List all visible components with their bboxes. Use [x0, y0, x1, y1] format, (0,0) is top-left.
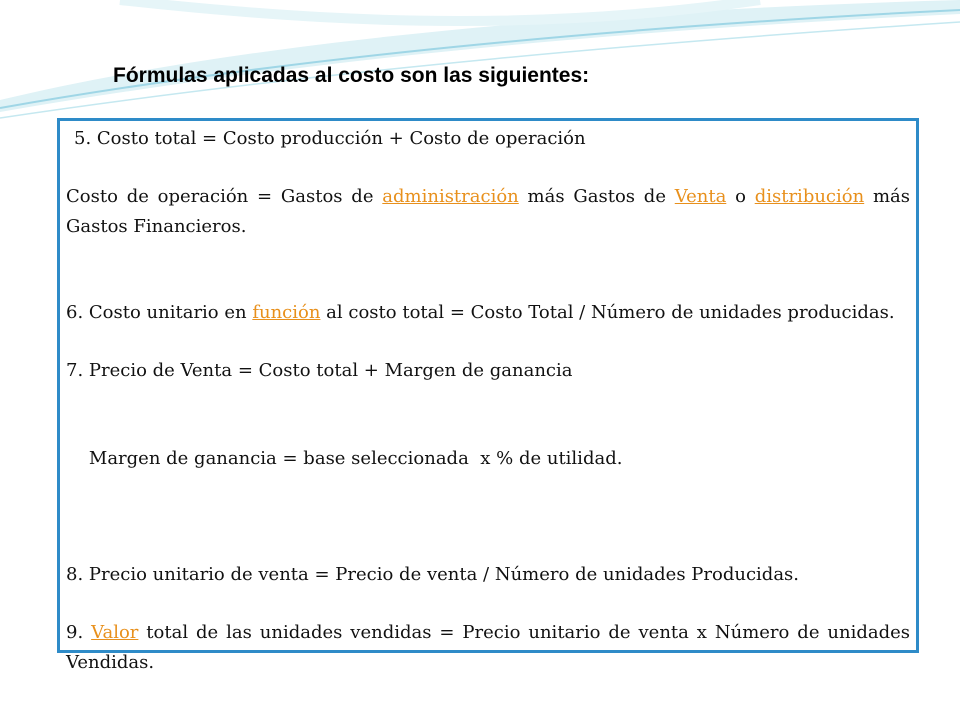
link-venta[interactable]: Venta: [674, 186, 727, 207]
f6-text-2: al costo total = Costo Total / Número de unidades producidas.: [320, 302, 895, 323]
op-text-2: más Gastos de: [518, 186, 675, 207]
margin-definition: [66, 414, 910, 504]
f9-text-1: 9.: [66, 622, 92, 643]
formula-6: [66, 298, 910, 328]
f6-text-1: 6. Costo unitario en: [66, 302, 253, 323]
link-distribucion[interactable]: distribución: [754, 186, 865, 207]
formula-list: [66, 124, 910, 678]
margin-text: Margen de ganancia = base seleccionada x % de utilidad.: [88, 448, 623, 469]
link-funcion[interactable]: función: [252, 302, 321, 323]
op-text-4: más Gastos Financieros.: [66, 186, 911, 237]
f9-text-2: total de las unidades vendidas = Precio unitario de venta x Número de unidades Vendidas.: [66, 622, 911, 673]
formula-8-text: 8. Precio unitario de venta = Precio de venta / Número de unidades Producidas.: [66, 564, 800, 585]
link-valor[interactable]: Valor: [91, 622, 139, 643]
page-title: Fórmulas aplicadas al costo son las siguientes:: [113, 64, 590, 87]
link-administracion[interactable]: administración: [382, 186, 519, 207]
op-text-3: o: [726, 186, 755, 207]
formula-5: [66, 124, 910, 154]
op-text-1: Costo de operación = Gastos de: [66, 186, 383, 207]
operation-cost-definition: [66, 182, 910, 242]
formula-7-text: 7. Precio de Venta = Costo total + Margen de ganancia: [66, 360, 573, 381]
formula-7: [66, 356, 910, 386]
formula-5-text: 5. Costo total = Costo producción + Costo de operación: [74, 128, 586, 149]
formula-8: [66, 560, 910, 590]
formula-9: [66, 618, 910, 678]
